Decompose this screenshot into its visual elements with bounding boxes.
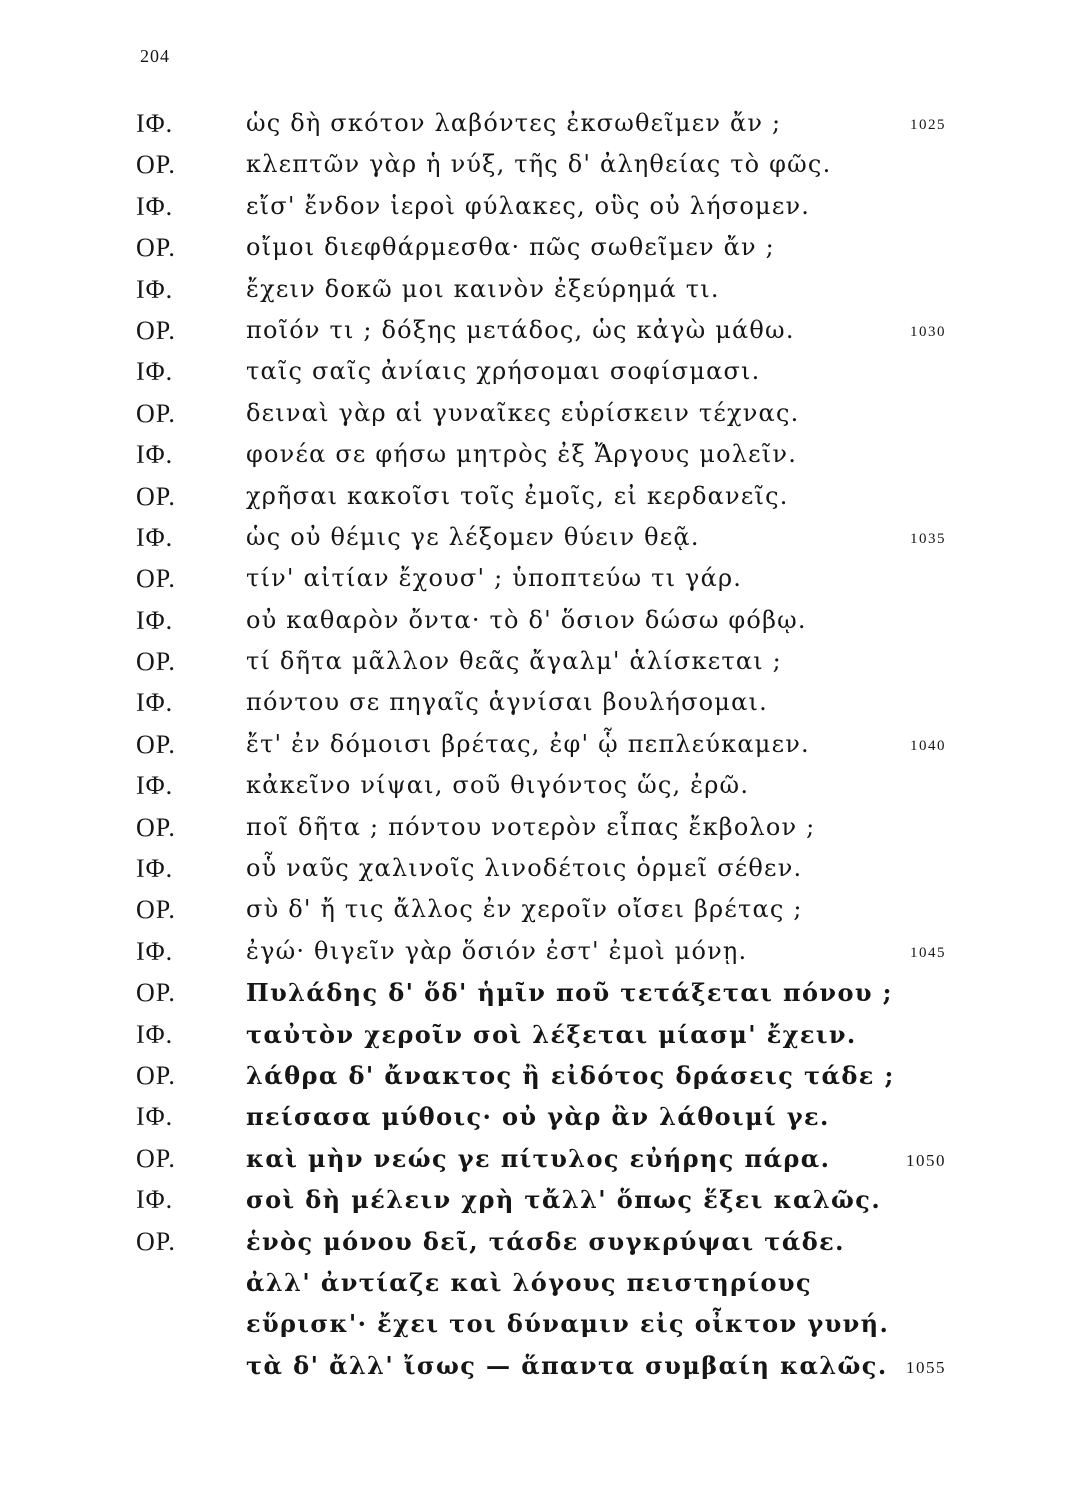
verse-text: σοὶ δὴ μέλειν χρὴ τἄλλ' ὅπως ἕξει καλῶς. (246, 1185, 882, 1215)
verse-line (0, 641, 1086, 682)
verse-text: φονέα σε φήσω μητρὸς ἐξ Ἄργους μολεῖν. (246, 440, 798, 469)
verse-text: ἐγώ· θιγεῖν γὰρ ὅσιόν ἐστ' ἐμοὶ μόνῃ. (246, 936, 748, 965)
speaker-label: ΙΦ. (136, 440, 174, 470)
line-number: 1055 (906, 1357, 946, 1377)
line-number: 1040 (910, 737, 946, 754)
speaker-label: ΙΦ. (136, 854, 174, 884)
verse-text: ὡς δὴ σκότον λαβόντες ἐκσωθεῖμεν ἄν ; (246, 109, 782, 137)
verse-line (0, 682, 1086, 723)
speaker-label: ΙΦ. (136, 605, 174, 635)
verse-text: εἴσ' ἔνδον ἱεροὶ φύλακες, οὓς οὐ λήσομεν. (246, 191, 811, 220)
verse-text: Πυλάδης δ' ὅδ' ἡμῖν ποῦ τετάξεται πόνου ; (246, 978, 893, 1008)
verse-line (0, 1179, 1086, 1220)
verse-line (0, 807, 1086, 848)
verse-line (0, 1138, 1086, 1179)
verse-text: ταῖς σαῖς ἀνίαις χρήσομαι σοφίσμασι. (246, 357, 761, 386)
verse-line (0, 227, 1086, 268)
verse-text: πείσασα μύθοις· οὐ γὰρ ἂν λάθοιμί γε. (246, 1102, 830, 1132)
verse-line (0, 1096, 1086, 1137)
verse-line (0, 972, 1086, 1013)
verse-line (0, 103, 1086, 144)
verse-line (0, 269, 1086, 310)
line-number: 1030 (910, 323, 946, 340)
verse-text: οὐ καθαρὸν ὄντα· τὸ δ' ὅσιον δώσω φόβῳ. (246, 605, 807, 634)
verse-text: καὶ μὴν νεώς γε πίτυλος εὐήρης πάρα. (246, 1143, 831, 1173)
verse-line (0, 724, 1086, 765)
line-number: 1025 (910, 117, 946, 133)
verse-text: ποῖόν τι ; δόξης μετάδος, ὡς κἀγὼ μάθω. (246, 315, 795, 344)
speaker-label: ΟΡ. (136, 812, 176, 842)
verse-line (0, 558, 1086, 599)
speaker-label: ΟΡ. (136, 398, 176, 428)
verse-text: χρῆσαι κακοῖσι τοῖς ἐμοῖς, εἰ κερδανεῖς. (246, 481, 789, 510)
speaker-label: ΙΦ. (136, 688, 174, 718)
speaker-label: ΟΡ. (136, 729, 176, 759)
line-number: 1035 (910, 530, 946, 547)
verse-lines (0, 103, 1086, 1386)
speaker-label: ΙΦ. (136, 191, 174, 221)
verse-text: ὡς οὐ θέμις γε λέξομεν θύειν θεᾷ. (246, 522, 700, 551)
verse-line (0, 186, 1086, 227)
verse-line (0, 931, 1086, 972)
verse-text: λάθρα δ' ἄνακτος ἢ εἰδότος δράσεις τάδε ; (246, 1060, 895, 1090)
speaker-label: ΟΡ. (136, 233, 176, 263)
verse-text: τίν' αἰτίαν ἔχουσ' ; ὑποπτεύω τι γάρ. (246, 564, 743, 593)
verse-text: ἀλλ' ἀντίαζε καὶ λόγους πειστηρίους (246, 1267, 812, 1297)
speaker-label: ΟΡ. (136, 564, 176, 594)
verse-line (0, 1221, 1086, 1262)
verse-text: ταὐτὸν χεροῖν σοὶ λέξεται μίασμ' ἔχειν. (246, 1019, 857, 1049)
verse-line (0, 1345, 1086, 1386)
speaker-label: ΟΡ. (136, 315, 176, 345)
verse-line (0, 600, 1086, 641)
verse-text: ἔτ' ἐν δόμοισι βρέτας, ἐφ' ᾧ πεπλεύκαμεν. (246, 729, 810, 758)
speaker-label: ΟΡ. (136, 1060, 176, 1090)
speaker-label: ΟΡ. (136, 895, 176, 925)
verse-text: πόντου σε πηγαῖς ἁγνίσαι βουλήσομαι. (246, 688, 768, 717)
verse-text: ἔχειν δοκῶ μοι καινὸν ἐξεύρημά τι. (246, 274, 720, 303)
verse-line (0, 310, 1086, 351)
verse-line (0, 144, 1086, 185)
verse-line (0, 434, 1086, 475)
speaker-label: ΙΦ. (136, 274, 174, 304)
verse-line (0, 1055, 1086, 1096)
speaker-label: ΙΦ. (136, 936, 174, 966)
speaker-label: ΟΡ. (136, 978, 176, 1008)
speaker-label: ΟΡ. (136, 150, 176, 180)
verse-text: δειναὶ γὰρ αἱ γυναῖκες εὑρίσκειν τέχνας. (246, 398, 800, 427)
line-number: 1050 (906, 1150, 946, 1170)
verse-line (0, 1303, 1086, 1344)
speaker-label: ΙΦ. (136, 522, 174, 552)
speaker-label: ΟΡ. (136, 1143, 176, 1173)
verse-line (0, 889, 1086, 930)
verse-line (0, 765, 1086, 806)
verse-text: σὺ δ' ἤ τις ἄλλος ἐν χεροῖν οἴσει βρέτας ; (246, 895, 803, 924)
verse-text: ποῖ δῆτα ; πόντου νοτερὸν εἶπας ἔκβολον ; (246, 812, 816, 841)
verse-text: κἀκεῖνο νίψαι, σοῦ θιγόντος ὥς, ἐρῶ. (246, 771, 750, 800)
speaker-label: ΙΦ. (136, 771, 174, 801)
verse-text: ἑνὸς μόνου δεῖ, τάσδε συγκρύψαι τάδε. (246, 1226, 845, 1256)
speaker-label: ΙΦ. (136, 1019, 174, 1049)
verse-line (0, 351, 1086, 392)
verse-text: τί δῆτα μᾶλλον θεᾶς ἄγαλμ' ἁλίσκεται ; (246, 647, 782, 676)
speaker-label: ΙΦ. (136, 109, 174, 138)
verse-line (0, 476, 1086, 517)
speaker-label: ΙΦ. (136, 1102, 174, 1132)
verse-line (0, 393, 1086, 434)
verse-line (0, 1014, 1086, 1055)
verse-text: κλεπτῶν γὰρ ἡ νύξ, τῆς δ' ἀληθείας τὸ φῶς. (246, 150, 832, 179)
speaker-label: ΙΦ. (136, 357, 174, 387)
line-number: 1045 (910, 944, 946, 961)
speaker-label: ΙΦ. (136, 1185, 174, 1215)
verse-line (0, 848, 1086, 889)
verse-text: τὰ δ' ἄλλ' ἴσως — ἅπαντα συμβαίη καλῶς. (246, 1350, 888, 1380)
page-number: 204 (140, 46, 170, 66)
verse-text: οἴμοι διεφθάρμεσθα· πῶς σωθεῖμεν ἄν ; (246, 233, 775, 262)
verse-line (0, 1262, 1086, 1303)
speaker-label: ΟΡ. (136, 1226, 176, 1256)
speaker-label: ΟΡ. (136, 647, 176, 677)
verse-text: εὕρισκ'· ἔχει τοι δύναμιν εἰς οἶκτον γυνή. (246, 1309, 890, 1339)
verse-line (0, 517, 1086, 558)
verse-text: οὗ ναῦς χαλινοῖς λινοδέτοις ὁρμεῖ σέθεν. (246, 854, 803, 883)
speaker-label: ΟΡ. (136, 481, 176, 511)
